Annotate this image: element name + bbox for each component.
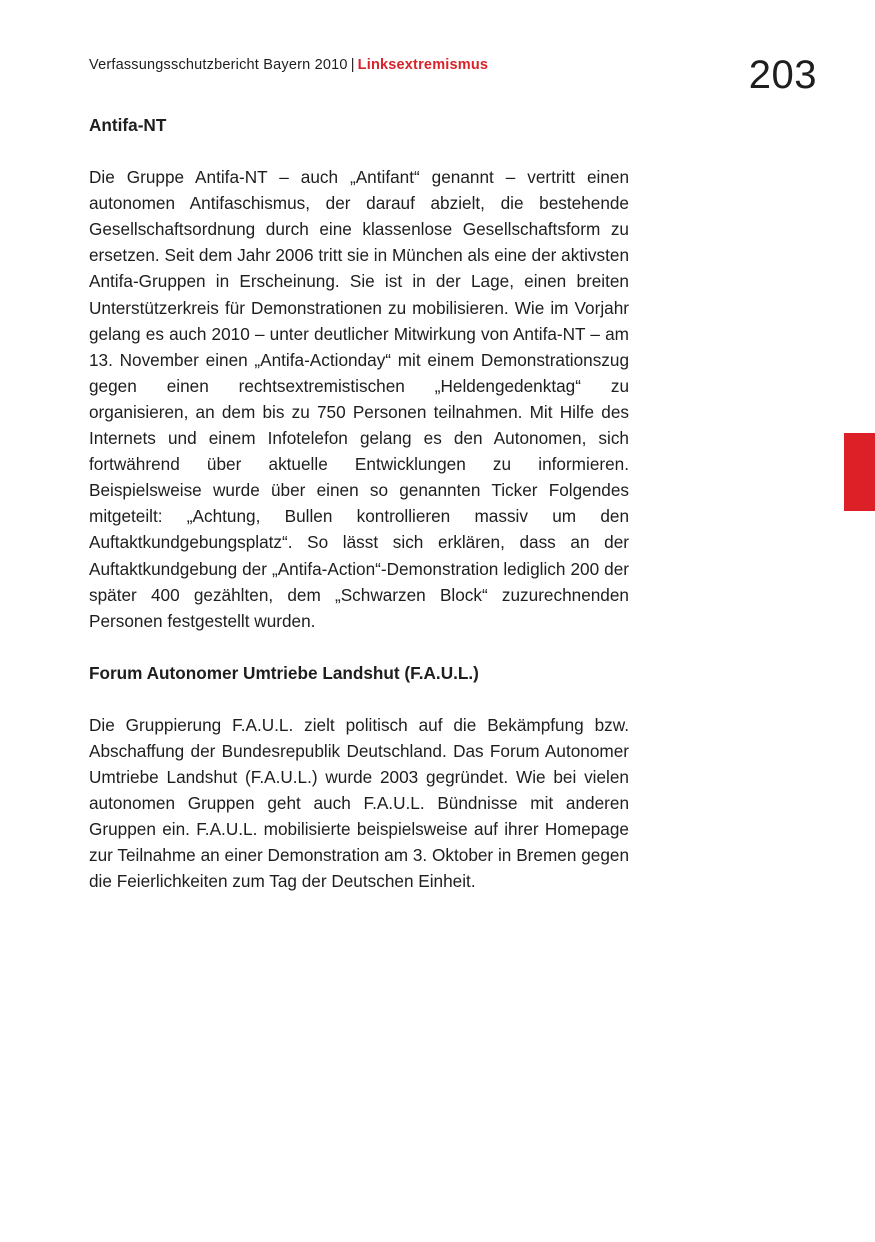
running-header — [89, 57, 488, 73]
section-heading: Antifa-NT — [89, 115, 167, 135]
chapter-title: Linksextremismus — [357, 57, 489, 73]
chapter-side-tab — [844, 433, 875, 511]
page-number: 203 — [748, 53, 817, 97]
section-paragraph: Die Gruppe Antifa-NT – auch „Antifant“ genannt – vertritt einen autonomen Antifaschismus, der darauf abzielt, die bestehende Gesellschaftsordnung durch eine klassenlose Gesellschaftsform zu ersetzen. Seit dem Jahr 2006 tritt sie in München als eine der aktivsten Antifa-Gruppen in Erscheinung. Sie ist in der Lage, einen breiten Unterstützerkreis für Demonstrationen zu mobilisieren. Wie im Vorjahr gelang es auch 2010 – unter deutlicher Mitwirkung von Antifa-NT – am 13. November einen „Antifa-Actionday“ mit einem Demonstrationszug gegen einen rechtsextremistischen „Heldengedenktag“ zu organisieren, an dem bis zu 750 Personen teilnahmen. Mit Hilfe des Internets und einem Infotelefon gelang es den Autonomen, sich fortwährend über aktuelle Entwicklungen zu informieren. Beispielsweise wurde über einen so genannten Ticker Folgendes mitgeteilt: „Achtung, Bullen kontrollieren massiv um den Auftaktkundgebungsplatz“. So lässt sich erklären, dass an der Auftaktkundgebung der „Antifa-Action“-Demonstration lediglich 200 der später 400 gezählten, dem „Schwarzen Block“ zuzurechnenden Personen festgestellt wurden. — [89, 167, 629, 631]
header-separator: | — [350, 57, 355, 73]
section-paragraph: Die Gruppierung F.A.U.L. zielt politisch auf die Bekämpfung bzw. Abschaffung der Bundesrepublik Deutschland. Das Forum Autonomer Umtriebe Landshut (F.A.U.L.) wurde 2003 gegründet. Wie bei vielen autonomen Gruppen geht auch F.A.U.L. Bündnisse mit anderen Gruppen ein. F.A.U.L. mobilisierte beispielsweise auf ihrer Homepage zur Teilnahme an einer Demonstration am 3. Oktober in Bremen gegen die Feierlichkeiten zum Tag der Deutschen Einheit. — [89, 714, 629, 892]
section-heading: Forum Autonomer Umtriebe Landshut (F.A.U.L.) — [89, 662, 479, 683]
section-antifa-nt — [89, 112, 629, 634]
main-content — [89, 112, 629, 921]
section-faul — [89, 660, 629, 895]
running-title: Verfassungsschutzbericht Bayern 2010 — [89, 57, 348, 73]
